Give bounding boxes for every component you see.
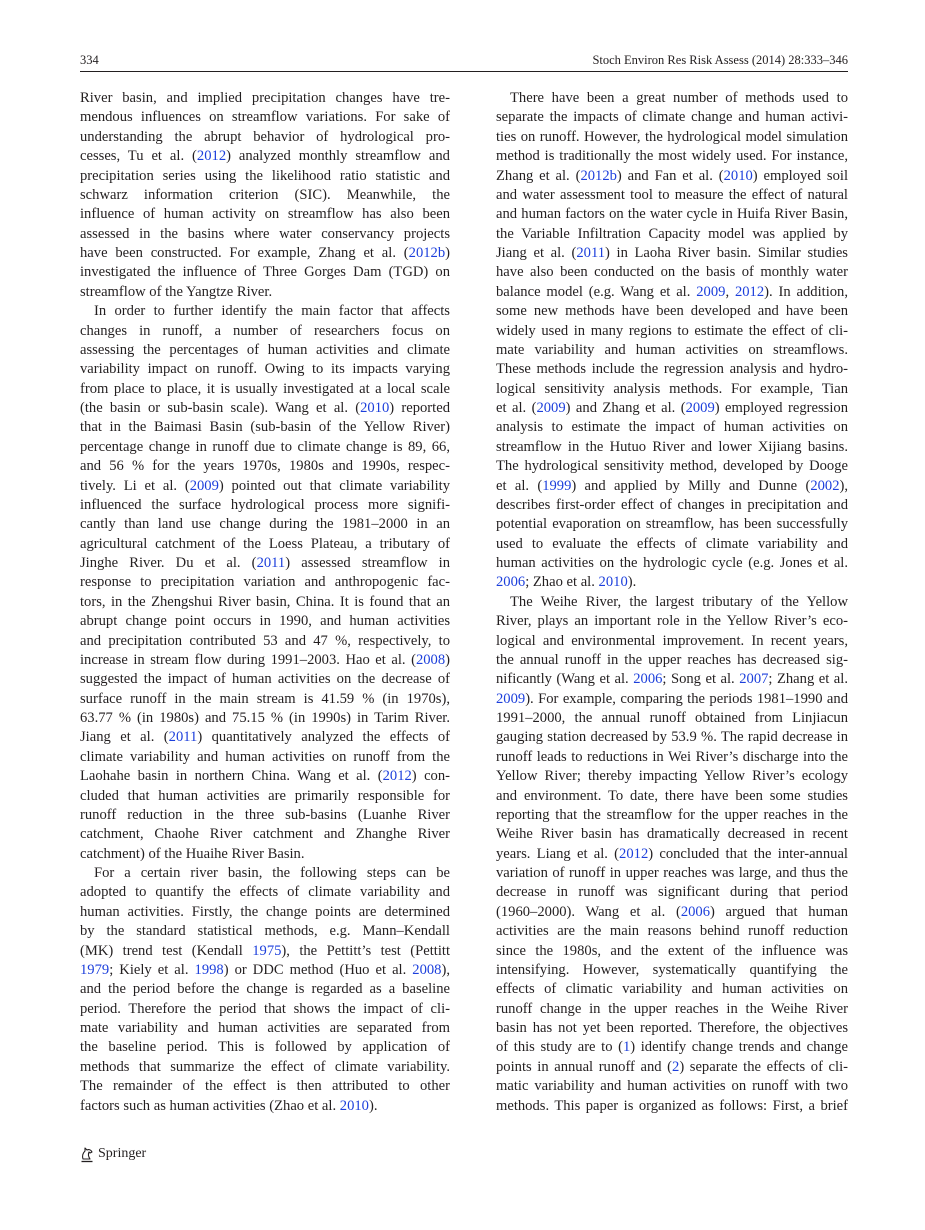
body-text: ). bbox=[627, 574, 637, 591]
body-text: abrupt change point occurs in 1990, and human activities bbox=[80, 613, 450, 630]
left-text-column bbox=[80, 89, 450, 1116]
body-text: ) identify change trends and change bbox=[630, 1039, 848, 1056]
body-text: have also been conducted on the basis of monthly water bbox=[496, 264, 848, 281]
body-text: years. Liang et al. ( bbox=[496, 845, 620, 862]
body-text: runoff leads to reductions in Wei River’s discharge into the bbox=[496, 748, 848, 765]
body-text: (MK) trend test (Kendall bbox=[80, 942, 253, 959]
text-line bbox=[496, 477, 848, 496]
body-text: used to evaluate the effects of climate variability and bbox=[496, 535, 848, 552]
body-text: mendous influences on streamflow variations. For sake of bbox=[80, 109, 450, 126]
text-line bbox=[496, 108, 848, 127]
body-text: method is traditionally the most widely used. For instance, bbox=[496, 148, 848, 165]
right-text-column bbox=[496, 89, 848, 1116]
text-line bbox=[80, 283, 450, 302]
body-text: factors such as human activities (Zhao et al. bbox=[80, 1097, 340, 1114]
body-text: widely used in many regions to estimate the effect of cli- bbox=[496, 322, 848, 339]
body-text: Yellow River; thereby impacting Yellow River’s ecology bbox=[496, 768, 848, 785]
citation-link[interactable]: 2010 bbox=[360, 400, 390, 416]
text-line bbox=[496, 244, 848, 263]
text-line bbox=[496, 922, 848, 941]
body-text: catchment) of the Huaihe River Basin. bbox=[80, 845, 305, 862]
body-text: The hydrological sensitivity method, developed by Dooge bbox=[496, 458, 848, 475]
body-text: ) analyzed monthly streamflow and bbox=[226, 148, 450, 165]
text-line bbox=[496, 612, 848, 631]
text-line bbox=[496, 147, 848, 166]
body-text: assessed in the basins where water conservancy projects bbox=[80, 225, 450, 242]
text-line bbox=[80, 496, 450, 515]
text-line bbox=[496, 515, 848, 534]
text-line bbox=[496, 825, 848, 844]
citation-link[interactable]: 2010 bbox=[723, 167, 753, 184]
body-text: logical sensitivity analysis methods. For example, Tian bbox=[496, 380, 848, 397]
body-text: In order to further identify the main factor that affects bbox=[94, 303, 450, 320]
body-text: et al. ( bbox=[496, 477, 543, 494]
body-text: human activities. Firstly, the change points are determined bbox=[80, 903, 450, 920]
body-text: influenced the surface hydrological process more signifi- bbox=[80, 496, 450, 513]
text-line bbox=[80, 108, 450, 127]
text-line bbox=[80, 186, 450, 205]
text-line bbox=[496, 1077, 848, 1096]
text-line bbox=[496, 903, 848, 922]
body-text: streamflow in the Hutuo River and lower Xijiang basins. bbox=[496, 438, 848, 455]
body-text: ) and Fan et al. ( bbox=[616, 167, 724, 184]
body-text: ) assessed streamflow in bbox=[285, 555, 450, 571]
citation-link[interactable]: 2009 bbox=[536, 400, 566, 416]
body-text: logical and environmental improvement. In recent years, bbox=[496, 632, 848, 649]
citation-link[interactable]: 2012 bbox=[382, 768, 412, 785]
body-text: ) bbox=[445, 245, 450, 261]
text-line bbox=[80, 128, 450, 147]
body-text: (the basin or sub-basin scale). Wang et al. ( bbox=[80, 400, 361, 416]
text-line bbox=[496, 709, 848, 728]
text-line bbox=[80, 573, 450, 592]
text-line bbox=[80, 457, 450, 476]
text-line bbox=[496, 360, 848, 379]
text-line bbox=[80, 418, 450, 437]
text-line bbox=[496, 942, 848, 961]
body-text: ) and applied by Milly and Dunne ( bbox=[571, 477, 811, 494]
body-text: have been constructed. For example, Zhang et al. ( bbox=[80, 245, 409, 261]
text-line bbox=[496, 961, 848, 980]
body-text: cesses, Tu et al. ( bbox=[80, 148, 197, 165]
text-line bbox=[496, 128, 848, 147]
body-text: catchment, Chaohe River catchment and Zhanghe River bbox=[80, 826, 450, 843]
citation-link[interactable]: 2011 bbox=[256, 555, 286, 571]
text-line bbox=[496, 806, 848, 825]
citation-link[interactable]: 1 bbox=[622, 1039, 631, 1056]
body-text: ) concluded that the inter-annual bbox=[648, 845, 848, 862]
text-line bbox=[496, 418, 848, 437]
citation-link[interactable]: 2008 bbox=[412, 961, 442, 978]
body-text: understanding the abrupt behavior of hydrological pro- bbox=[80, 128, 450, 145]
body-text: and environment. To date, there have been some studies bbox=[496, 787, 848, 804]
citation-link[interactable]: 2010 bbox=[339, 1097, 369, 1114]
body-text: methods. This paper is organized as follows: First, a brief bbox=[496, 1097, 848, 1114]
text-line bbox=[80, 1000, 450, 1019]
text-line bbox=[496, 1019, 848, 1038]
text-line bbox=[496, 89, 848, 108]
header-divider bbox=[80, 71, 848, 72]
text-line bbox=[80, 535, 450, 554]
citation-link[interactable]: 2009 bbox=[496, 690, 526, 707]
text-line bbox=[496, 670, 848, 689]
body-text: methods that summarize the effect of climate variability. bbox=[80, 1058, 450, 1075]
body-text: Laohahe basin in northern China. Wang et al. ( bbox=[80, 768, 383, 785]
body-text: precipitation series using the likelihood ratio statistic and bbox=[80, 167, 450, 184]
body-text: tors, in the Zhengshui River basin, China. It is found that an bbox=[80, 593, 450, 610]
text-line bbox=[80, 89, 450, 108]
body-text: variability impact on runoff. Owing to its impacts varying bbox=[80, 361, 450, 378]
text-line bbox=[80, 922, 450, 941]
body-text: basin has not yet been reported. Therefore, the objectives bbox=[496, 1020, 848, 1036]
text-line bbox=[80, 341, 450, 360]
body-text: the baseline period. This is followed by application of bbox=[80, 1039, 450, 1056]
text-line bbox=[80, 883, 450, 902]
text-line bbox=[80, 225, 450, 244]
body-text: Jiang et al. ( bbox=[496, 245, 577, 261]
body-text: ties on runoff. However, the hydrological model simulation bbox=[496, 128, 848, 145]
citation-link[interactable]: 2011 bbox=[168, 729, 198, 746]
citation-link[interactable]: 2006 bbox=[680, 903, 710, 920]
citation-link[interactable]: 2007 bbox=[739, 671, 769, 688]
body-text: ) or DDC method (Huo et al. bbox=[223, 961, 413, 978]
text-line bbox=[496, 980, 848, 999]
citation-link[interactable]: 2006 bbox=[633, 671, 663, 688]
text-line bbox=[80, 961, 450, 980]
body-text: runoff reduction in the three sub-basins (Luanhe River bbox=[80, 806, 450, 823]
body-text: the annual runoff in the upper reaches has decreased sig- bbox=[496, 651, 848, 668]
text-line bbox=[496, 283, 848, 302]
text-line bbox=[80, 728, 450, 747]
text-line bbox=[80, 515, 450, 534]
body-text: 1991–2000, the annual runoff obtained from Linjiacun bbox=[496, 710, 848, 726]
text-line bbox=[496, 1038, 848, 1057]
body-text: potential evaporation on streamflow, has been successfully bbox=[496, 516, 848, 533]
text-line bbox=[80, 1077, 450, 1096]
citation-link[interactable]: 2009 bbox=[696, 283, 726, 300]
text-line bbox=[496, 380, 848, 399]
citation-link[interactable]: 2012b bbox=[580, 167, 617, 184]
citation-link[interactable]: 1975 bbox=[252, 942, 282, 959]
text-line bbox=[80, 942, 450, 961]
body-text: nificantly (Wang et al. bbox=[496, 671, 634, 688]
body-text: The Weihe River, the largest tributary of the Yellow bbox=[510, 593, 848, 610]
citation-link[interactable]: 2006 bbox=[496, 574, 526, 591]
body-text: increase in stream flow during 1991–2003. Hao et al. ( bbox=[80, 651, 416, 668]
body-text: There have been a great number of methods used to bbox=[510, 90, 848, 106]
body-text: changes in runoff, a number of researchers focus on bbox=[80, 322, 450, 339]
body-text: ; Kiely et al. bbox=[109, 961, 195, 978]
body-text: ) pointed out that climate variability bbox=[218, 477, 450, 494]
text-line bbox=[496, 845, 848, 864]
body-text: ) reported bbox=[389, 400, 450, 416]
text-line bbox=[80, 670, 450, 689]
text-line bbox=[80, 1019, 450, 1038]
text-line bbox=[80, 845, 450, 864]
body-text: Weihe River basin has dramatically decreased in recent bbox=[496, 826, 848, 843]
text-line bbox=[80, 147, 450, 166]
body-text: Jiang et al. ( bbox=[80, 729, 169, 746]
text-line bbox=[80, 1058, 450, 1077]
body-text: ; Zhao et al. bbox=[525, 574, 599, 591]
body-text: ) con- bbox=[411, 768, 450, 785]
citation-link[interactable]: 2012 bbox=[734, 283, 765, 300]
publisher-name: Springer bbox=[98, 1146, 147, 1161]
citation-link[interactable]: 2009 bbox=[189, 477, 219, 494]
body-text: ) quantitatively analyzed the effects of bbox=[197, 729, 450, 746]
text-line bbox=[496, 573, 848, 592]
body-text: surface runoff in the main stream is 41.59 % (in 1970s), bbox=[80, 690, 450, 707]
body-text: ) and Zhang et al. ( bbox=[565, 400, 686, 416]
text-line bbox=[496, 399, 848, 418]
citation-link[interactable]: 1979 bbox=[80, 961, 110, 978]
text-line bbox=[80, 380, 450, 399]
text-line bbox=[496, 167, 848, 186]
text-line bbox=[496, 767, 848, 786]
body-text: schwarz information criterion (SIC). Meanwhile, the bbox=[80, 186, 450, 203]
journal-reference: Stoch Environ Res Risk Assess (2014) 28:333–346 bbox=[592, 53, 848, 67]
text-line bbox=[80, 593, 450, 612]
text-line bbox=[496, 883, 848, 902]
text-line bbox=[496, 535, 848, 554]
text-line bbox=[80, 651, 450, 670]
text-line bbox=[80, 709, 450, 728]
text-line bbox=[496, 554, 848, 573]
body-text: ), the Pettitt’s test (Pettitt bbox=[281, 942, 451, 959]
body-text: ) in Laoha River basin. Similar studies bbox=[605, 245, 848, 261]
body-text: These methods include the regression analysis and hydro- bbox=[496, 361, 848, 378]
body-text: et al. ( bbox=[496, 400, 537, 416]
text-line bbox=[80, 167, 450, 186]
body-text: The remainder of the effect is then attributed to other bbox=[80, 1078, 450, 1095]
body-text: and 56 % for the years 1970s, 1980s and 1990s, respec- bbox=[80, 458, 450, 475]
body-text: ). In addition, bbox=[764, 283, 848, 300]
text-line bbox=[496, 1097, 848, 1116]
body-text: mate variability and human activities are separated from bbox=[80, 1020, 450, 1036]
body-text: gauging station decreased by 53.9 %. The rapid decrease in bbox=[496, 729, 848, 746]
body-text: some new methods have been developed and have been bbox=[496, 303, 848, 320]
body-text: intensifying. However, systematically quantifying the bbox=[496, 961, 848, 978]
body-text: mate variability and human activities on streamflows. bbox=[496, 341, 848, 358]
body-text: adopted to quantify the effects of climate variability and bbox=[80, 884, 450, 901]
body-text: runoff change in the upper reaches in the Weihe River bbox=[496, 1000, 848, 1017]
text-line bbox=[80, 787, 450, 806]
body-text: climate variability and human activities on runoff from the bbox=[80, 748, 450, 765]
text-line bbox=[80, 302, 450, 321]
text-line bbox=[80, 360, 450, 379]
text-line bbox=[80, 554, 450, 573]
text-line bbox=[496, 457, 848, 476]
body-text: the Variable Infiltration Capacity model was applied by bbox=[496, 225, 848, 242]
body-text: cantly than land use change during the 1981–2000 in an bbox=[80, 516, 450, 533]
body-text: effects of climatic variability and human activities on bbox=[496, 981, 848, 998]
body-text: describes first-order effect of changes in precipitation and bbox=[496, 496, 848, 513]
citation-link[interactable]: 2012b bbox=[408, 245, 446, 261]
citation-link[interactable]: 2002 bbox=[810, 477, 840, 494]
body-text: ; Song et al. bbox=[662, 671, 740, 688]
body-text: suggested the impact of human activities on the decrease of bbox=[80, 671, 450, 688]
text-line bbox=[80, 244, 450, 263]
text-line bbox=[496, 263, 848, 282]
citation-link[interactable]: 2008 bbox=[415, 651, 446, 668]
text-line bbox=[80, 612, 450, 631]
citation-link[interactable]: 1999 bbox=[542, 477, 572, 494]
body-text: by the standard statistical methods, e.g. Mann–Kendall bbox=[80, 923, 450, 940]
body-text: response to precipitation variation and anthropogenic fac- bbox=[80, 574, 450, 591]
springer-knight-icon bbox=[80, 1146, 94, 1163]
text-line bbox=[496, 728, 848, 747]
body-text: ). bbox=[368, 1097, 378, 1114]
body-text: ) argued that human bbox=[710, 903, 848, 920]
body-text: investigated the influence of Three Gorges Dam (TGD) on bbox=[80, 264, 450, 281]
text-line bbox=[80, 1097, 450, 1116]
body-text: and water assessment tool to measure the effect of natural bbox=[496, 186, 848, 203]
text-line bbox=[496, 225, 848, 244]
body-text: of this study are to ( bbox=[496, 1039, 623, 1056]
text-line bbox=[80, 322, 450, 341]
body-text: human activities on the hydrologic cycle (e.g. Jones et al. bbox=[496, 555, 848, 571]
text-line bbox=[496, 438, 848, 457]
body-text: , bbox=[725, 283, 735, 300]
text-line bbox=[496, 1000, 848, 1019]
text-line bbox=[80, 767, 450, 786]
page-number: 334 bbox=[80, 53, 99, 67]
body-text: and the period before the change is regarded as a baseline bbox=[80, 981, 450, 998]
text-line bbox=[80, 980, 450, 999]
text-line bbox=[496, 690, 848, 709]
citation-link[interactable]: 2 bbox=[672, 1058, 680, 1075]
text-line bbox=[80, 205, 450, 224]
body-text: ) employed soil bbox=[752, 167, 849, 184]
body-text: tively. Li et al. ( bbox=[80, 477, 190, 494]
body-text: ). For example, comparing the periods 1981–1990 and bbox=[525, 690, 848, 707]
text-line bbox=[496, 186, 848, 205]
text-line bbox=[496, 651, 848, 670]
text-line bbox=[80, 690, 450, 709]
citation-link[interactable]: 2012 bbox=[196, 148, 227, 165]
body-text: percentage change in runoff due to climate change is 89, 66, bbox=[80, 438, 450, 455]
body-text: cluded that human activities are primarily responsible for bbox=[80, 787, 450, 804]
text-line bbox=[80, 1038, 450, 1057]
body-text: (1960–2000). Wang et al. ( bbox=[496, 903, 681, 920]
body-text: from place to place, it is usually investigated at a local scale bbox=[80, 380, 450, 397]
body-text: assessing the percentages of human activities and climate bbox=[80, 341, 450, 358]
body-text: Jinghe River. Du et al. ( bbox=[80, 555, 257, 571]
body-text: balance model (e.g. Wang et al. bbox=[496, 283, 697, 300]
body-text: analysis to estimate the impact of human activities on bbox=[496, 419, 848, 436]
body-text: period. Therefore the period that shows the impact of cli- bbox=[80, 1000, 450, 1017]
body-text: Zhang et al. ( bbox=[496, 167, 581, 184]
text-line bbox=[80, 263, 450, 282]
text-line bbox=[80, 399, 450, 418]
text-line bbox=[496, 322, 848, 341]
citation-link[interactable]: 2012 bbox=[619, 845, 649, 862]
body-text: ) employed regression bbox=[714, 400, 848, 416]
text-line bbox=[496, 593, 848, 612]
body-text: For a certain river basin, the following steps can be bbox=[94, 865, 450, 881]
body-text: activities are the main reasons behind runoff reduction bbox=[496, 923, 848, 940]
text-line bbox=[496, 787, 848, 806]
text-line bbox=[496, 864, 848, 883]
publisher-footer bbox=[80, 1145, 146, 1163]
body-text: decrease in runoff was significant during that period bbox=[496, 884, 848, 901]
body-text: separate the impacts of climate change and human activi- bbox=[496, 109, 848, 126]
body-text: ), bbox=[441, 961, 450, 978]
text-line bbox=[80, 903, 450, 922]
body-text: ), bbox=[839, 477, 849, 494]
citation-link[interactable]: 2011 bbox=[576, 245, 605, 261]
text-line bbox=[496, 302, 848, 321]
text-line bbox=[80, 806, 450, 825]
body-text: streamflow of the Yangtze River. bbox=[80, 283, 273, 300]
body-text: that in the Baimasi Basin (sub-basin of the Yellow River) bbox=[80, 419, 450, 436]
text-line bbox=[496, 748, 848, 767]
citation-link[interactable]: 1998 bbox=[194, 961, 224, 978]
body-text: variation of runoff in upper reaches was large, and thus the bbox=[496, 865, 848, 881]
text-line bbox=[496, 632, 848, 651]
body-text: points in annual runoff and ( bbox=[496, 1058, 673, 1075]
body-text: reporting that the streamflow for the upper reaches in the bbox=[496, 806, 848, 823]
body-text: ; Zhang et al. bbox=[768, 671, 848, 688]
running-header bbox=[80, 50, 848, 72]
text-line bbox=[496, 341, 848, 360]
body-text: ) bbox=[445, 651, 450, 668]
body-text: River basin, and implied precipitation changes have tre- bbox=[80, 90, 450, 106]
body-text: River, plays an important role in the Yellow River’s eco- bbox=[496, 613, 848, 630]
citation-link[interactable]: 2009 bbox=[685, 400, 715, 416]
body-text: 63.77 % (in 1980s) and 75.15 % (in 1990s) in Tarim River. bbox=[80, 710, 450, 726]
text-line bbox=[80, 438, 450, 457]
text-line bbox=[80, 864, 450, 883]
text-line bbox=[496, 205, 848, 224]
body-text: matic variability and human activities on runoff with two bbox=[496, 1078, 848, 1095]
body-text: agricultural catchment of the Loess Plateau, a tributary of bbox=[80, 535, 450, 552]
text-line bbox=[80, 825, 450, 844]
citation-link[interactable]: 2010 bbox=[598, 574, 628, 591]
body-text: since the 1980s, and the extent of the influence was bbox=[496, 942, 848, 959]
body-text: and precipitation contributed 53 and 47 %, respectively, to bbox=[80, 632, 450, 649]
body-text: ) separate the effects of cli- bbox=[679, 1058, 848, 1075]
text-line bbox=[80, 632, 450, 651]
body-text: influence of human activity on streamflow has also been bbox=[80, 206, 450, 223]
text-line bbox=[496, 496, 848, 515]
text-line bbox=[80, 477, 450, 496]
text-line bbox=[496, 1058, 848, 1077]
text-line bbox=[80, 748, 450, 767]
body-text: and human factors on the water cycle in Huifa River Basin, bbox=[496, 206, 848, 223]
